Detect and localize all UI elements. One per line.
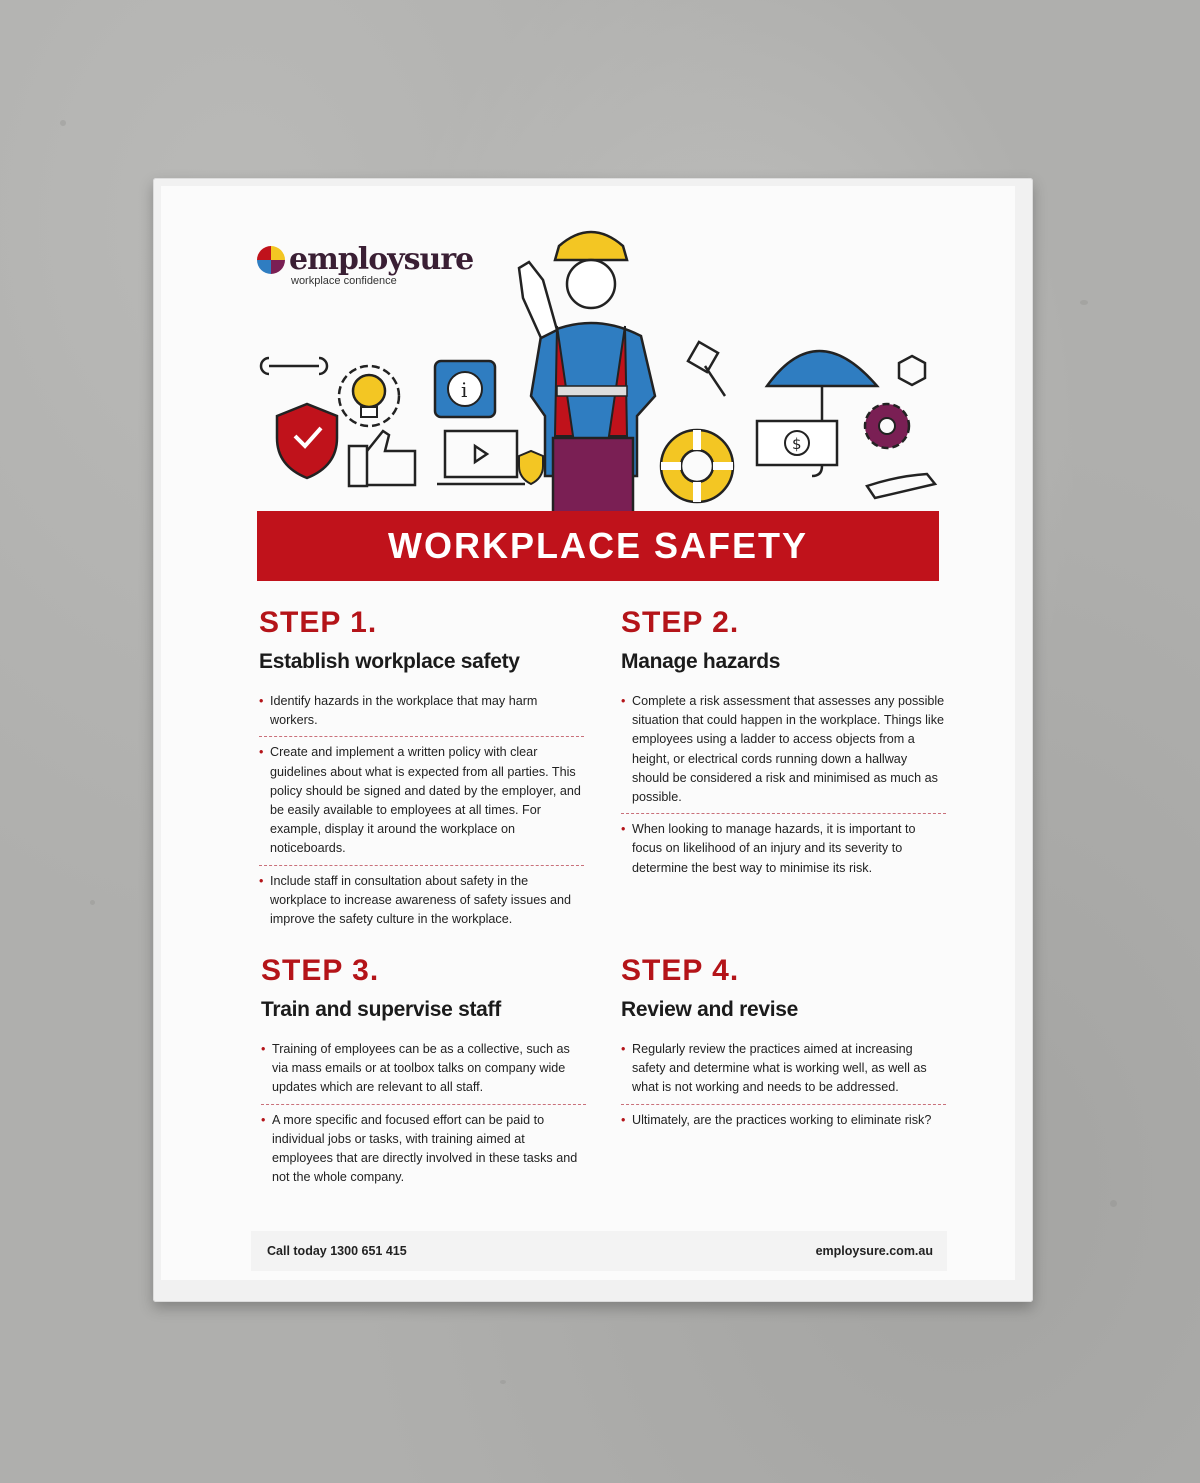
- phone-number: Call today 1300 651 415: [267, 1244, 407, 1258]
- step-title: Train and supervise staff: [261, 998, 501, 1021]
- step-number: STEP 3.: [261, 954, 380, 987]
- step-title: Manage hazards: [621, 650, 781, 673]
- step-number: STEP 4.: [621, 954, 740, 987]
- brand-name: employsure: [289, 242, 474, 277]
- hand-icon: [867, 474, 935, 498]
- poster-title-banner: [257, 511, 939, 581]
- list-item: • Regularly review the practices aimed at increasing safety and determine what is working well, as well as what is not working and needs to be addressed.: [621, 1040, 946, 1105]
- svg-text:i: i: [461, 378, 468, 402]
- wall-texture: [90, 900, 95, 905]
- step-bullets: [259, 692, 584, 935]
- thumbs-up-icon: [349, 431, 415, 486]
- step-bullets: [261, 1040, 586, 1193]
- step-4: [621, 954, 946, 1142]
- list-item: • Identify hazards in the workplace that may harm workers.: [259, 692, 584, 737]
- list-item: • Include staff in consultation about safety in the workplace to increase awareness of safety issues and improve the safety culture in the workplace.: [259, 872, 584, 936]
- logo-mark-icon: [257, 246, 285, 274]
- brand-logo: [257, 242, 473, 287]
- step-number: STEP 1.: [259, 606, 378, 639]
- money-icon: [757, 421, 837, 465]
- key-icon: [688, 342, 725, 396]
- step-bullets: [621, 692, 946, 884]
- safety-poster: [161, 186, 1015, 1280]
- wall-texture: [1110, 1200, 1117, 1207]
- wall-texture: [500, 1380, 506, 1384]
- poster-footer: [251, 1231, 947, 1271]
- brand-tagline: workplace confidence: [291, 275, 397, 287]
- shield-icon: [277, 404, 337, 478]
- step-3: [261, 954, 586, 1199]
- wall-texture: [1080, 300, 1088, 305]
- gear-icon: [865, 404, 909, 448]
- website-url: employsure.com.au: [815, 1244, 933, 1258]
- step-title: Review and revise: [621, 998, 798, 1021]
- info-icon: [435, 361, 495, 417]
- nut-icon: [899, 356, 925, 385]
- list-item: • Create and implement a written policy with clear guidelines about what is expected from all parties. This policy should be signed and dated by the employer, and be easily available to employees at all times. For example, display it around the workplace on noticeboards.: [259, 743, 584, 865]
- list-item: • When looking to manage hazards, it is important to focus on likelihood of an injury and its severity to determine the best way to minimise its risk.: [621, 820, 946, 884]
- lightbulb-icon: [339, 366, 399, 426]
- badge-icon: [519, 451, 543, 484]
- svg-text:$: $: [792, 435, 802, 453]
- step-number: STEP 2.: [621, 606, 740, 639]
- list-item: • Ultimately, are the practices working to eliminate risk?: [621, 1111, 946, 1136]
- step-title: Establish workplace safety: [259, 650, 520, 673]
- laptop-icon: [437, 431, 525, 484]
- lifebuoy-icon: [661, 430, 733, 502]
- poster-title: WORKPLACE SAFETY: [387, 525, 808, 566]
- wrench-icon: [261, 358, 327, 374]
- step-bullets: [621, 1040, 946, 1136]
- step-2: [621, 606, 946, 890]
- acrylic-poster-holder: [153, 178, 1033, 1302]
- list-item: • A more specific and focused effort can be paid to individual jobs or tasks, with training aimed at employees that are directly involved in these tasks and not the whole company.: [261, 1111, 586, 1194]
- step-1: [259, 606, 584, 941]
- list-item: • Complete a risk assessment that assesses any possible situation that could happen in the workplace. Things like employees using a ladder to access objects from a height, or electrical cords running down a hallway should be considered a risk and minimised as much as possible.: [621, 692, 946, 814]
- wall-texture: [60, 120, 66, 126]
- list-item: • Training of employees can be as a collective, such as via mass emails or at toolbox talks on company wide updates which are relevant to all staff.: [261, 1040, 586, 1105]
